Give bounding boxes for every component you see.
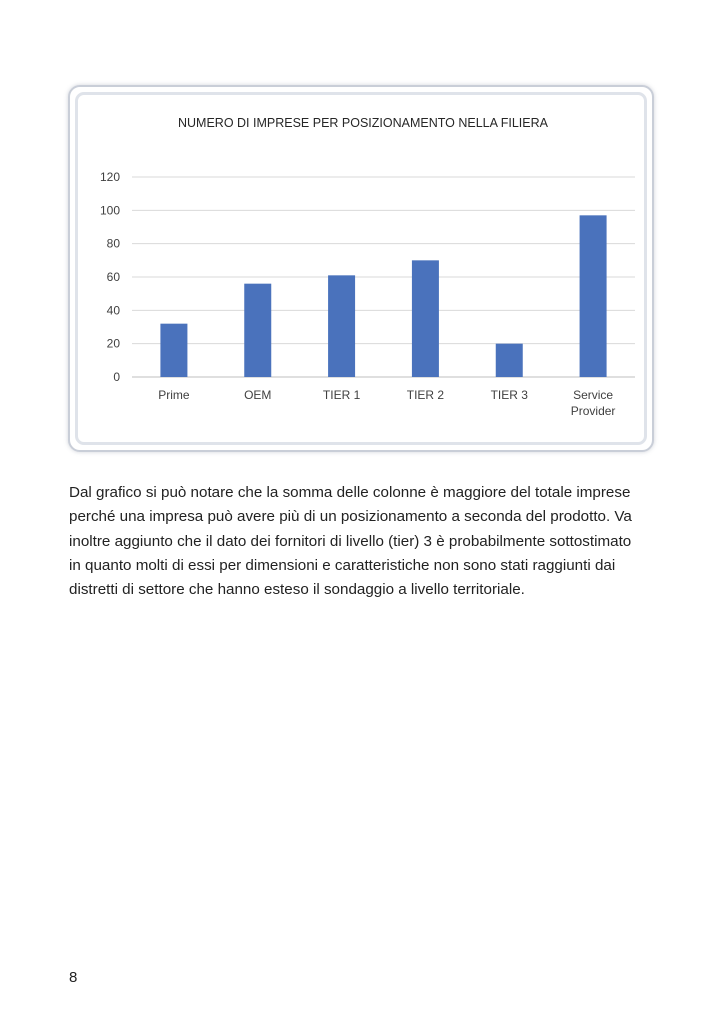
x-tick-label: Prime (158, 388, 190, 402)
x-axis-labels (158, 388, 615, 418)
y-tick-label: 40 (106, 303, 120, 318)
bar (580, 215, 607, 377)
y-tick-label: 120 (99, 170, 120, 184)
x-tick-label: OEM (244, 388, 272, 402)
chart-gridlines (132, 177, 635, 377)
x-tick-label: TIER 2 (406, 388, 445, 402)
page-number: 8 (69, 969, 78, 986)
x-tick-label: TIER 1 (322, 388, 361, 402)
bar (328, 275, 355, 377)
y-tick-label: 0 (113, 370, 120, 384)
paragraph-line: inoltre aggiunto che il dato dei fornitori di livello (tier) 3 è probabilmente sottostimato (69, 532, 632, 550)
paragraph-line: distretti di settore che hanno esteso il sondaggio a livello territoriale. (69, 581, 525, 599)
paragraph-line: Dal grafico si può notare che la somma delle colonne è maggiore del totale imprese (69, 484, 631, 501)
y-tick-label: 60 (106, 270, 120, 284)
chart-container (68, 85, 654, 452)
chart-title: NUMERO DI IMPRESE PER POSIZIONAMENTO NELLA FILIERA (178, 116, 548, 130)
bar (496, 344, 523, 377)
y-tick-label: 80 (106, 236, 120, 251)
chart-bars (160, 215, 606, 377)
x-tick-label: TIER 3 (490, 388, 528, 402)
bar-chart (70, 87, 656, 454)
bar (160, 324, 187, 377)
paragraph-line: perché una impresa può avere più di un posizionamento a seconda del prodotto. Va (69, 508, 632, 526)
bar (412, 260, 439, 377)
y-tick-label: 20 (106, 336, 120, 351)
x-tick-label: Provider (570, 404, 616, 418)
x-tick-label: Service (573, 388, 614, 402)
y-axis-ticks (100, 170, 120, 384)
bar (244, 284, 271, 377)
y-tick-label: 100 (99, 203, 120, 218)
paragraph-line: in quanto molti di essi per dimensioni e caratteristiche non sono stati raggiunti dai (69, 556, 616, 574)
body-paragraph (69, 481, 659, 602)
